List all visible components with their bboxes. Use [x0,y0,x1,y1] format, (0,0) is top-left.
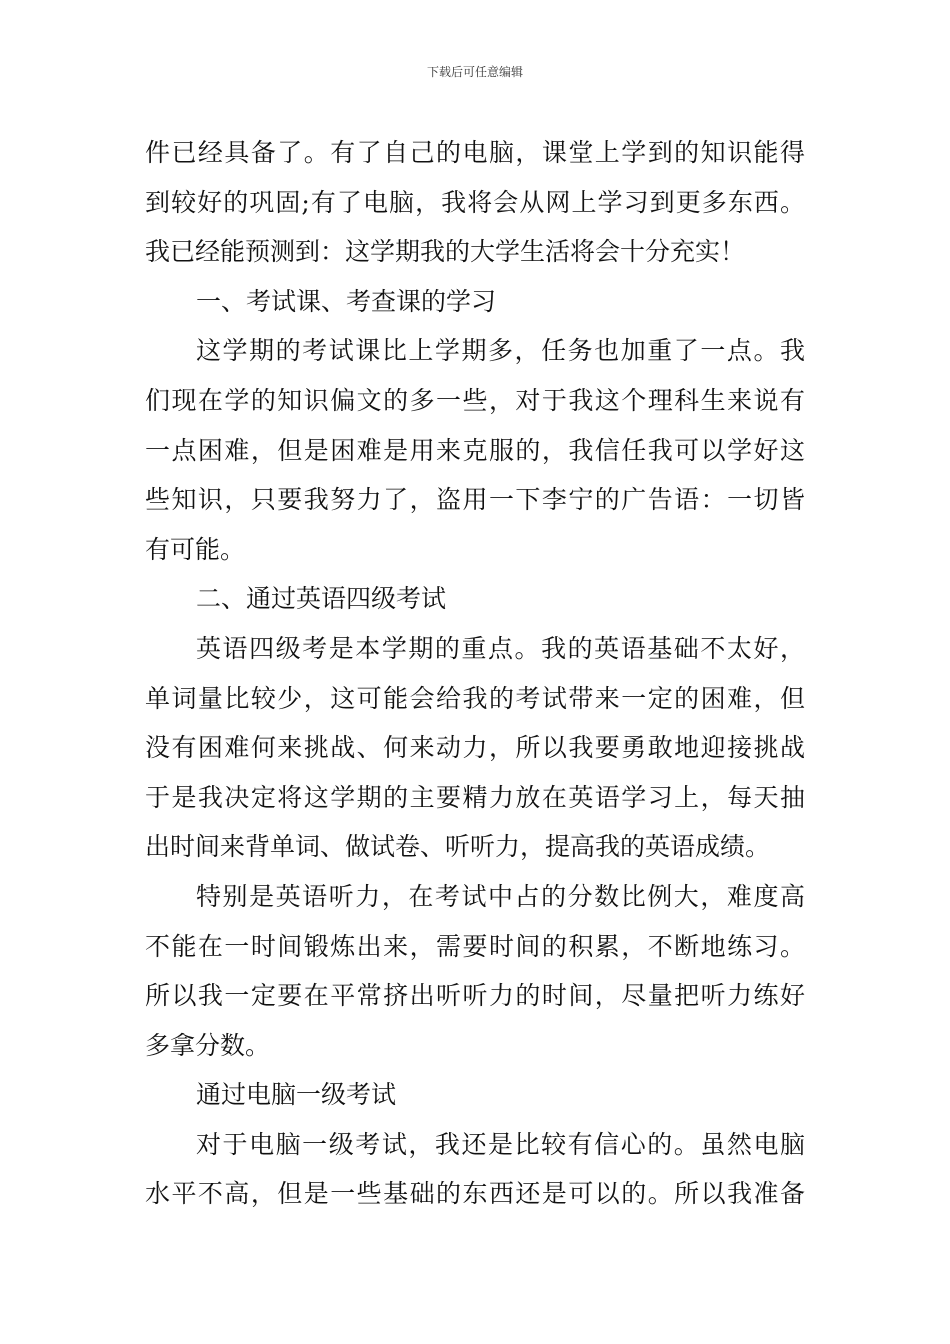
text-line: 单词量比较少，这可能会给我的考试带来一定的困难，但 [145,683,805,713]
text-line: 没有困难何来挑战、何来动力，所以我要勇敢地迎接挑战 [145,733,805,763]
text-line: 所以我一定要在平常挤出听听力的时间，尽量把听力练好 [145,981,805,1011]
text-line: 我已经能预测到：这学期我的大学生活将会十分充实！ [145,237,746,267]
text-line: 不能在一时间锻炼出来，需要时间的积累，不断地练习。 [145,931,805,961]
text-line: 件已经具备了。有了自己的电脑，课堂上学到的知识能得 [145,138,805,167]
text-line: 这学期的考试课比上学期多，任务也加重了一点。我 [196,336,805,366]
text-line: 多拿分数。 [145,1030,271,1060]
section-heading: 二、通过英语四级考试 [196,584,447,614]
text-line: 于是我决定将这学期的主要精力放在英语学习上，每天抽 [145,782,805,812]
document-body [145,128,805,1219]
text-line: 特别是英语听力，在考试中占的分数比例大，难度高 [196,881,805,911]
text-line: 有可能。 [145,534,246,564]
text-line: 对于电脑一级考试，我还是比较有信心的。虽然电脑 [196,1129,805,1159]
text-line: 英语四级考是本学期的重点。我的英语基础不太好， [196,633,805,663]
text-line: 出时间来背单词、做试卷、听听力，提高我的英语成绩。 [145,832,771,862]
text-line: 到较好的巩固;有了电脑，我将会从网上学习到更多东西。 [145,187,805,217]
text-line: 水平不高，但是一些基础的东西还是可以的。所以我准备 [145,1179,805,1209]
section-heading: 一、考试课、考查课的学习 [196,286,497,316]
text-line: 些知识，只要我努力了，盗用一下李宁的广告语：一切皆 [145,485,805,515]
text-line: 们现在学的知识偏文的多一些，对于我这个理科生来说有 [145,385,805,415]
text-line: 一点困难，但是困难是用来克服的，我信任我可以学好这 [145,435,805,465]
section-heading: 通过电脑一级考试 [196,1080,397,1110]
page-header: 下载后可任意编辑 [426,65,523,79]
